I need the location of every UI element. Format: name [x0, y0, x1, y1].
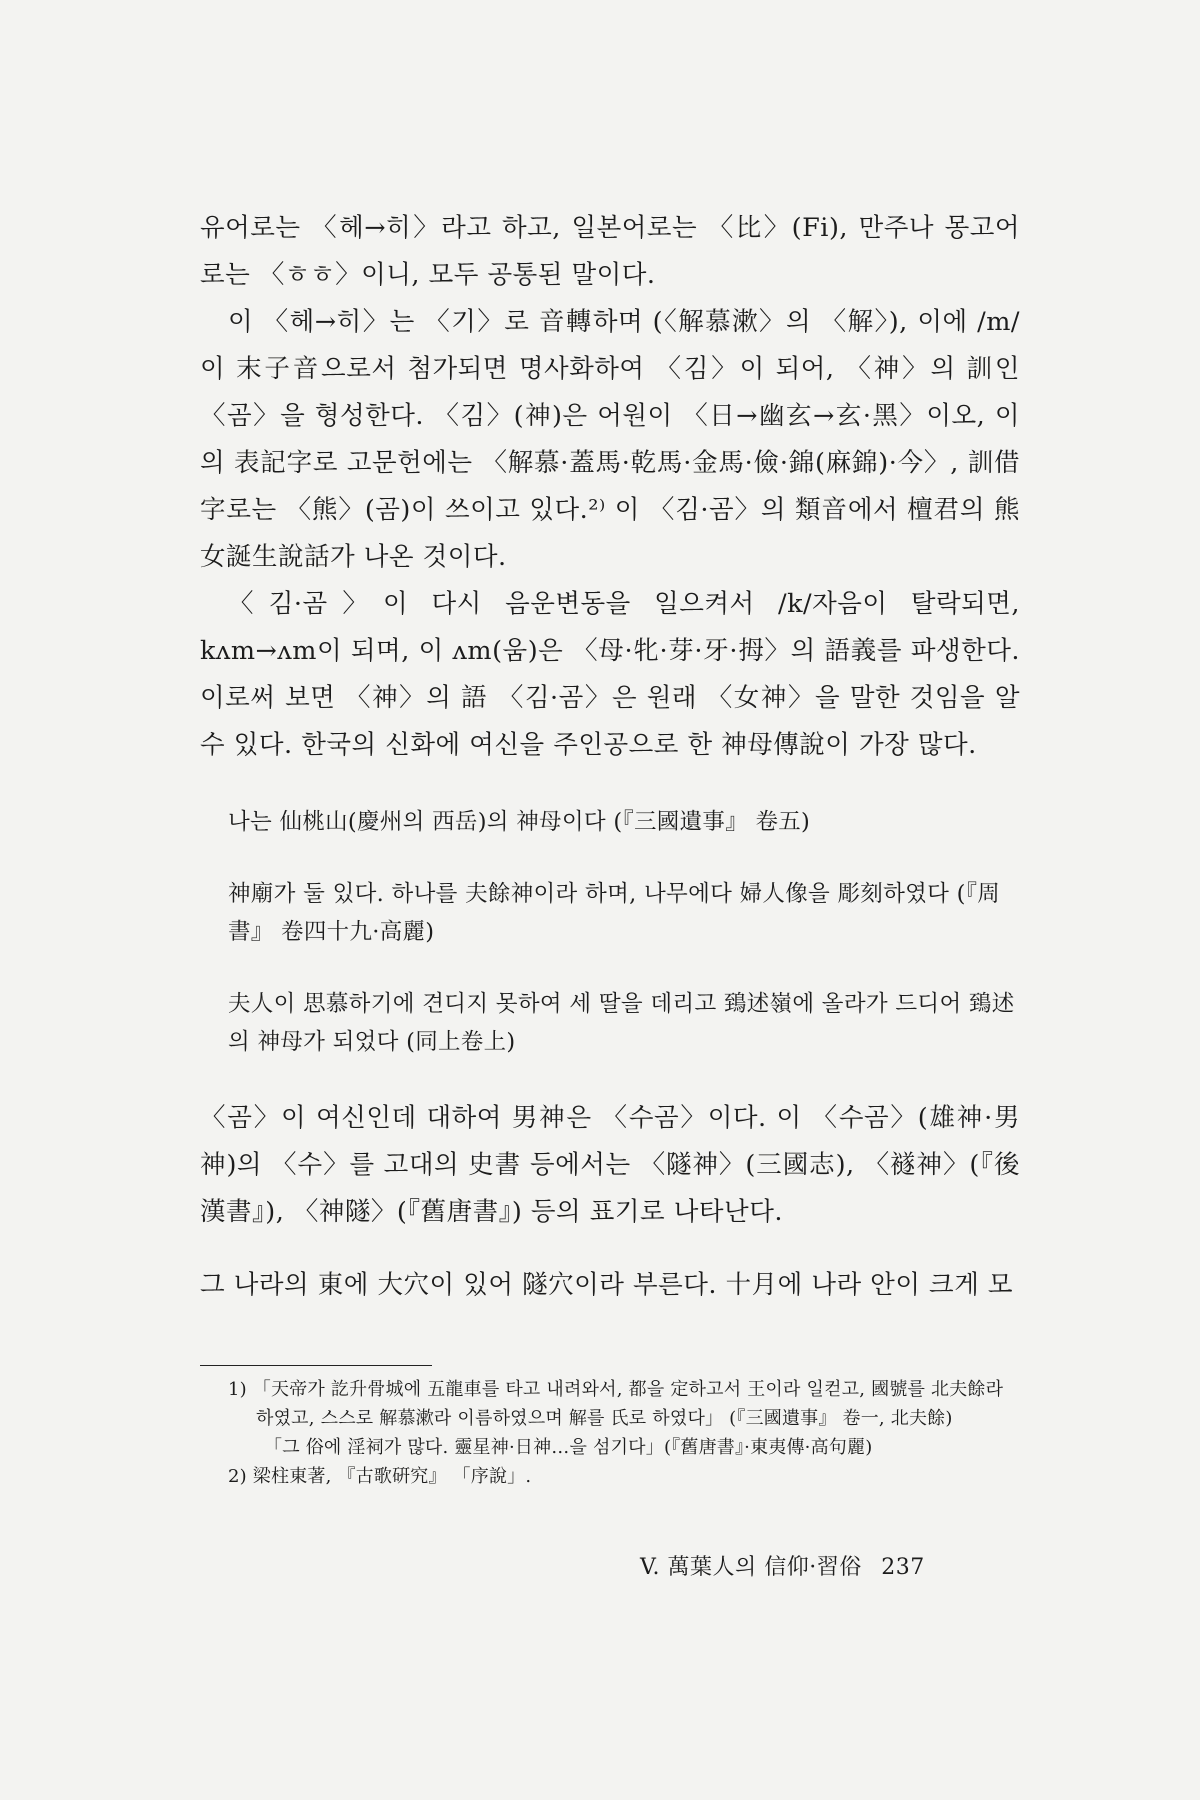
body-paragraph-2: 이 〈헤→히〉는 〈기〉로 音轉하며 (〈解慕漱〉의 〈解〉), 이에 /m/이 末子音으로서 첨가되면 명사화하여 〈김〉이 되어, 〈神〉의 訓인 〈곰〉을 형성한다. 〈김〉(神)은 어원이 〈日→幽玄→玄·黑〉이오, 이의 表記字로 고문헌에는 〈解慕·蓋馬·乾馬·金馬·儉·錦(麻錦)·今〉, 訓借字로는 〈熊〉(곰)이 쓰이고 있다.²⁾ 이 〈김·곰〉의 類音에서 檀君의 熊女誕生說話가 나온 것이다. [200, 307, 1020, 572]
footnote-1-continuation: 「그 俗에 淫祠가 많다. 靈星神·日神…을 섬기다」(『舊唐書』·東夷傳·高句麗) [264, 1437, 873, 1458]
page-body [200, 205, 1020, 1309]
quote-3: 夫人이 思慕하기에 견디지 못하여 세 딸을 데리고 鵄述嶺에 올라가 드디어 鵄述의 神母가 되었다 (同上卷上) [228, 991, 1015, 1055]
footnote-divider [200, 1365, 432, 1366]
spacer [200, 1236, 1020, 1262]
spacer [200, 1061, 1020, 1095]
body-paragraph-1: 유어로는 〈헤→히〉라고 하고, 일본어로는 〈比〉(Fi), 만주나 몽고어로는 〈ㅎㅎ〉이니, 모두 공통된 말이다. [200, 213, 1020, 290]
page-number: 237 [881, 1555, 925, 1580]
body-paragraph-3: 〈김·곰〉이 다시 음운변동을 일으켜서 /k/자음이 탈락되면, kʌm→ʌm이 되며, 이 ʌm(움)은 〈母·牝·芽·牙·拇〉의 語義를 파생한다. 이로써 보면 〈神〉의 語 〈김·곰〉은 원래 〈女神〉을 말한 것임을 알 수 있다. 한국의 신화에 여신을 주인공으로 한 神母傳說이 가장 많다. [200, 589, 1020, 760]
quote-1: 나는 仙桃山(慶州의 西岳)의 神母이다 (『三國遺事』 卷五) [228, 809, 811, 835]
running-footer [640, 1550, 925, 1581]
body-paragraph-4: 〈곰〉이 여신인데 대하여 男神은 〈수곰〉이다. 이 〈수곰〉(雄神·男神)의 〈수〉를 고대의 史書 등에서는 〈隧神〉(三國志), 〈襚神〉(『後漢書』), 〈神隧〉(『舊唐書』) 등의 표기로 나타난다. [200, 1103, 1020, 1227]
spacer [200, 951, 1020, 985]
spacer [200, 769, 1020, 803]
section-title: V. 萬葉人의 信仰·習俗 [640, 1555, 862, 1580]
body-paragraph-5: 그 나라의 東에 大穴이 있어 隧穴이라 부른다. 十月에 나라 안이 크게 모 [200, 1270, 1014, 1300]
quote-2: 神廟가 둘 있다. 하나를 夫餘神이라 하며, 나무에다 婦人像을 彫刻하였다 (『周書』 卷四十九·高麗) [228, 881, 1001, 945]
footnote-1: 1) 「天帝가 訖升骨城에 五龍車를 타고 내려와서, 都을 定하고서 王이라 일컫고, 國號를 北夫餘라 하였고, 스스로 解慕漱라 이름하였으며 解를 氏로 하였다」 (『三國遺事』 卷一, 北夫餘) [228, 1379, 1004, 1429]
footnote-2: 2) 梁柱東著, 『古歌硏究』 「序說」. [228, 1466, 532, 1487]
footnotes [200, 1375, 1020, 1491]
spacer [200, 841, 1020, 875]
